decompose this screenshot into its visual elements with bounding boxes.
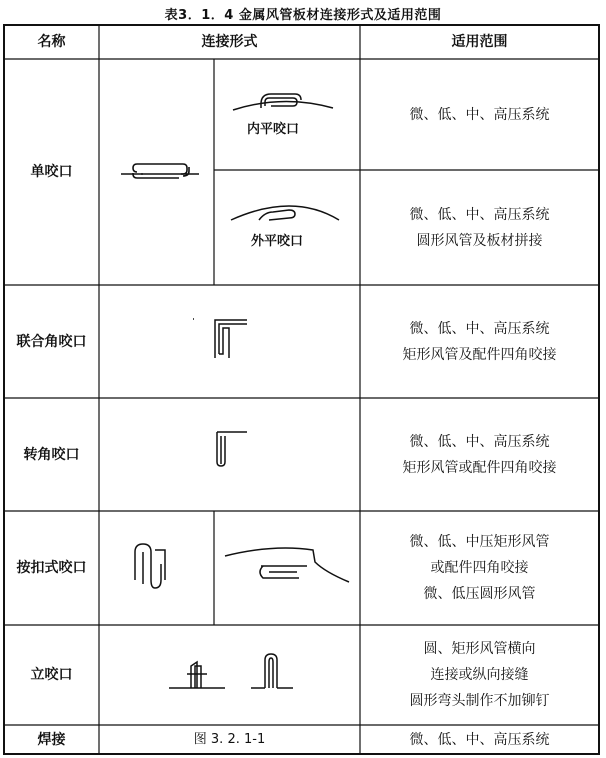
pittsburgh-seam-drawing: [193, 319, 247, 358]
header-form: 连接形式: [201, 34, 258, 50]
scope-welding: [360, 725, 599, 754]
standing-seam-drawing: [169, 654, 293, 688]
scope-line: 圆、矩形风管横向: [423, 641, 536, 657]
scope-line: 微、低、中、高压系统: [409, 320, 550, 337]
scope-line: 微、低、中压矩形风管: [409, 534, 550, 550]
scope-corner: [360, 398, 599, 511]
scope-line: 矩形风管或配件四角咬接: [402, 459, 557, 476]
inner-flat-seam-drawing: [233, 94, 333, 110]
scope-standing-seam: [360, 625, 599, 725]
scope-line: 微、低压圆形风管: [423, 586, 536, 602]
scope-snap-lock: [360, 511, 599, 625]
scope-line: 微、低、中、高压系统: [409, 206, 550, 223]
scope-inner-flat: [360, 59, 599, 170]
snap-lock-seam-drawing-left: [135, 544, 165, 588]
connection-table: [3, 24, 600, 755]
header-name: 名称: [37, 34, 66, 50]
sub-label-outer-flat: 外平咬口: [251, 234, 304, 249]
row-name-welding: 焊接: [37, 731, 66, 748]
snap-lock-seam-drawing-right: [225, 548, 349, 582]
scope-line: 圆形弯头制作不加铆钉: [409, 693, 550, 709]
row-name-corner: 转角咬口: [23, 446, 80, 463]
scope-pittsburgh: [360, 285, 599, 398]
single-seam-drawing: [121, 164, 199, 178]
table-title: 表3．1．4 金属风管板材连接形式及适用范围: [164, 8, 442, 23]
welding-figure-ref: 图 3. 2. 1-1: [193, 731, 266, 747]
row-name-snap-lock: 按扣式咬口: [16, 560, 87, 576]
scope-line: 微、低、中、高压系统: [409, 433, 550, 450]
header-scope: 适用范围: [451, 34, 508, 50]
scope-line: 微、低、中、高压系统: [409, 106, 550, 123]
row-name-single-seam: 单咬口: [30, 164, 73, 180]
corner-seam-drawing: [217, 432, 247, 466]
scope-line: 矩形风管及配件四角咬接: [402, 346, 557, 363]
scope-line: 圆形风管及板材拼接: [416, 232, 543, 249]
sub-label-inner-flat: 内平咬口: [247, 122, 300, 137]
row-name-pittsburgh: 联合角咬口: [16, 333, 87, 350]
scope-outer-flat: [360, 170, 599, 285]
outer-flat-seam-drawing: [231, 206, 339, 220]
scope-line: 连接或纵向接缝: [430, 667, 529, 683]
scope-line: 微、低、中、高压系统: [409, 731, 550, 748]
scope-line: 或配件四角咬接: [430, 560, 529, 576]
row-name-standing-seam: 立咬口: [30, 667, 73, 683]
